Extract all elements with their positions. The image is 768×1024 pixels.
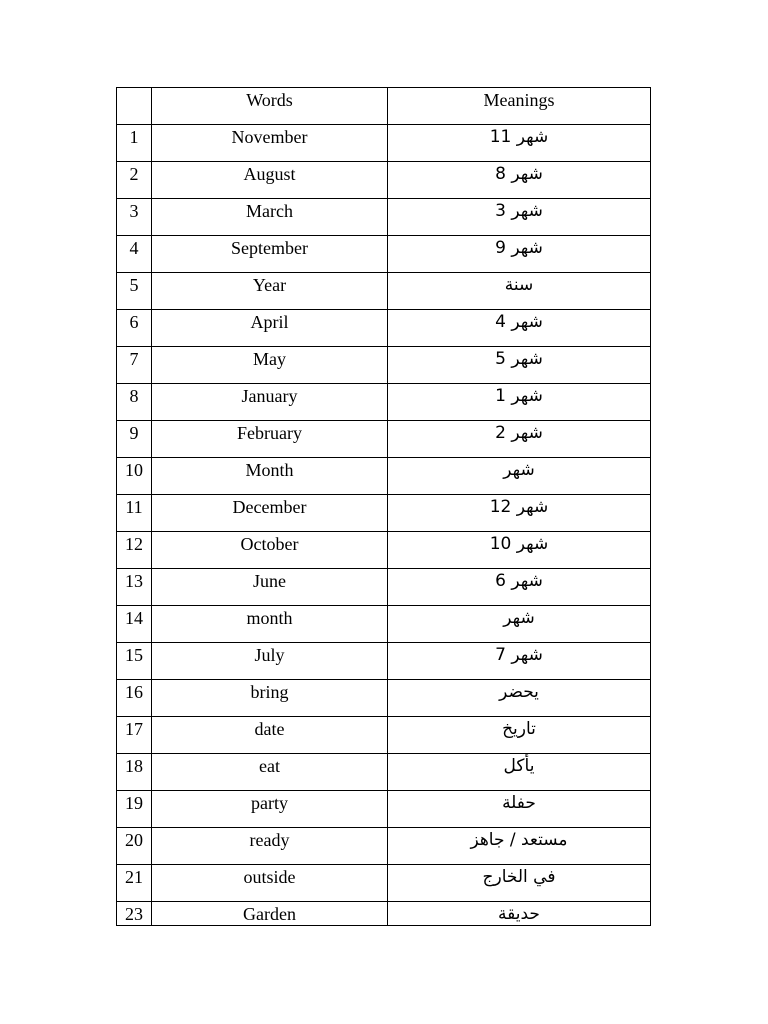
row-meaning: شهر 10 (388, 532, 651, 569)
row-meaning: شهر 6 (388, 569, 651, 606)
row-word: January (152, 384, 388, 421)
header-number-cell (117, 88, 152, 125)
table-row (117, 199, 651, 236)
row-word: May (152, 347, 388, 384)
row-number: 7 (117, 347, 152, 384)
row-meaning: حفلة (388, 791, 651, 828)
table-row (117, 421, 651, 458)
row-word: February (152, 421, 388, 458)
row-word: April (152, 310, 388, 347)
row-number: 5 (117, 273, 152, 310)
table-row (117, 310, 651, 347)
row-meaning: شهر (388, 606, 651, 643)
row-meaning: شهر 11 (388, 125, 651, 162)
row-number: 1 (117, 125, 152, 162)
row-word: outside (152, 865, 388, 902)
row-number: 18 (117, 754, 152, 791)
row-meaning: سنة (388, 273, 651, 310)
row-meaning: يأكل (388, 754, 651, 791)
vocabulary-table (116, 87, 651, 926)
row-meaning: شهر 7 (388, 643, 651, 680)
row-word: Month (152, 458, 388, 495)
row-number: 3 (117, 199, 152, 236)
table-header-row (117, 88, 651, 125)
row-meaning: حديقة (388, 902, 651, 926)
row-word: Garden (152, 902, 388, 926)
row-meaning: مستعد / جاهز (388, 828, 651, 865)
row-meaning: شهر 3 (388, 199, 651, 236)
row-number: 16 (117, 680, 152, 717)
row-meaning: شهر 4 (388, 310, 651, 347)
table-row (117, 680, 651, 717)
header-meanings: Meanings (388, 88, 651, 125)
row-number: 4 (117, 236, 152, 273)
row-number: 10 (117, 458, 152, 495)
row-meaning: شهر 12 (388, 495, 651, 532)
row-word: March (152, 199, 388, 236)
row-word: eat (152, 754, 388, 791)
row-number: 14 (117, 606, 152, 643)
row-word: August (152, 162, 388, 199)
table-row (117, 532, 651, 569)
table-row (117, 754, 651, 791)
row-word: Year (152, 273, 388, 310)
row-meaning: تاريخ (388, 717, 651, 754)
row-word: July (152, 643, 388, 680)
table-row (117, 384, 651, 421)
table-row (117, 347, 651, 384)
row-number: 20 (117, 828, 152, 865)
row-word: November (152, 125, 388, 162)
table-row (117, 902, 651, 926)
table-row (117, 458, 651, 495)
table-row (117, 828, 651, 865)
row-number: 8 (117, 384, 152, 421)
row-word: September (152, 236, 388, 273)
row-word: December (152, 495, 388, 532)
row-meaning: شهر (388, 458, 651, 495)
table-row (117, 273, 651, 310)
row-meaning: في الخارج (388, 865, 651, 902)
table-row (117, 125, 651, 162)
row-word: party (152, 791, 388, 828)
row-number: 23 (117, 902, 152, 926)
row-meaning: شهر 9 (388, 236, 651, 273)
row-word: bring (152, 680, 388, 717)
row-meaning: شهر 5 (388, 347, 651, 384)
table-row (117, 865, 651, 902)
table-row (117, 791, 651, 828)
table-row (117, 236, 651, 273)
row-word: ready (152, 828, 388, 865)
row-word: date (152, 717, 388, 754)
row-number: 21 (117, 865, 152, 902)
row-number: 19 (117, 791, 152, 828)
table-body (117, 125, 651, 926)
row-meaning: يحضر (388, 680, 651, 717)
row-number: 12 (117, 532, 152, 569)
header-words: Words (152, 88, 388, 125)
row-number: 11 (117, 495, 152, 532)
row-number: 13 (117, 569, 152, 606)
table-row (117, 606, 651, 643)
row-number: 9 (117, 421, 152, 458)
row-meaning: شهر 1 (388, 384, 651, 421)
row-number: 15 (117, 643, 152, 680)
row-word: June (152, 569, 388, 606)
table-row (117, 569, 651, 606)
row-number: 17 (117, 717, 152, 754)
row-meaning: شهر 2 (388, 421, 651, 458)
table-row (117, 162, 651, 199)
table-row (117, 643, 651, 680)
row-word: month (152, 606, 388, 643)
row-number: 6 (117, 310, 152, 347)
table-row (117, 717, 651, 754)
row-word: October (152, 532, 388, 569)
table-row (117, 495, 651, 532)
row-meaning: شهر 8 (388, 162, 651, 199)
row-number: 2 (117, 162, 152, 199)
